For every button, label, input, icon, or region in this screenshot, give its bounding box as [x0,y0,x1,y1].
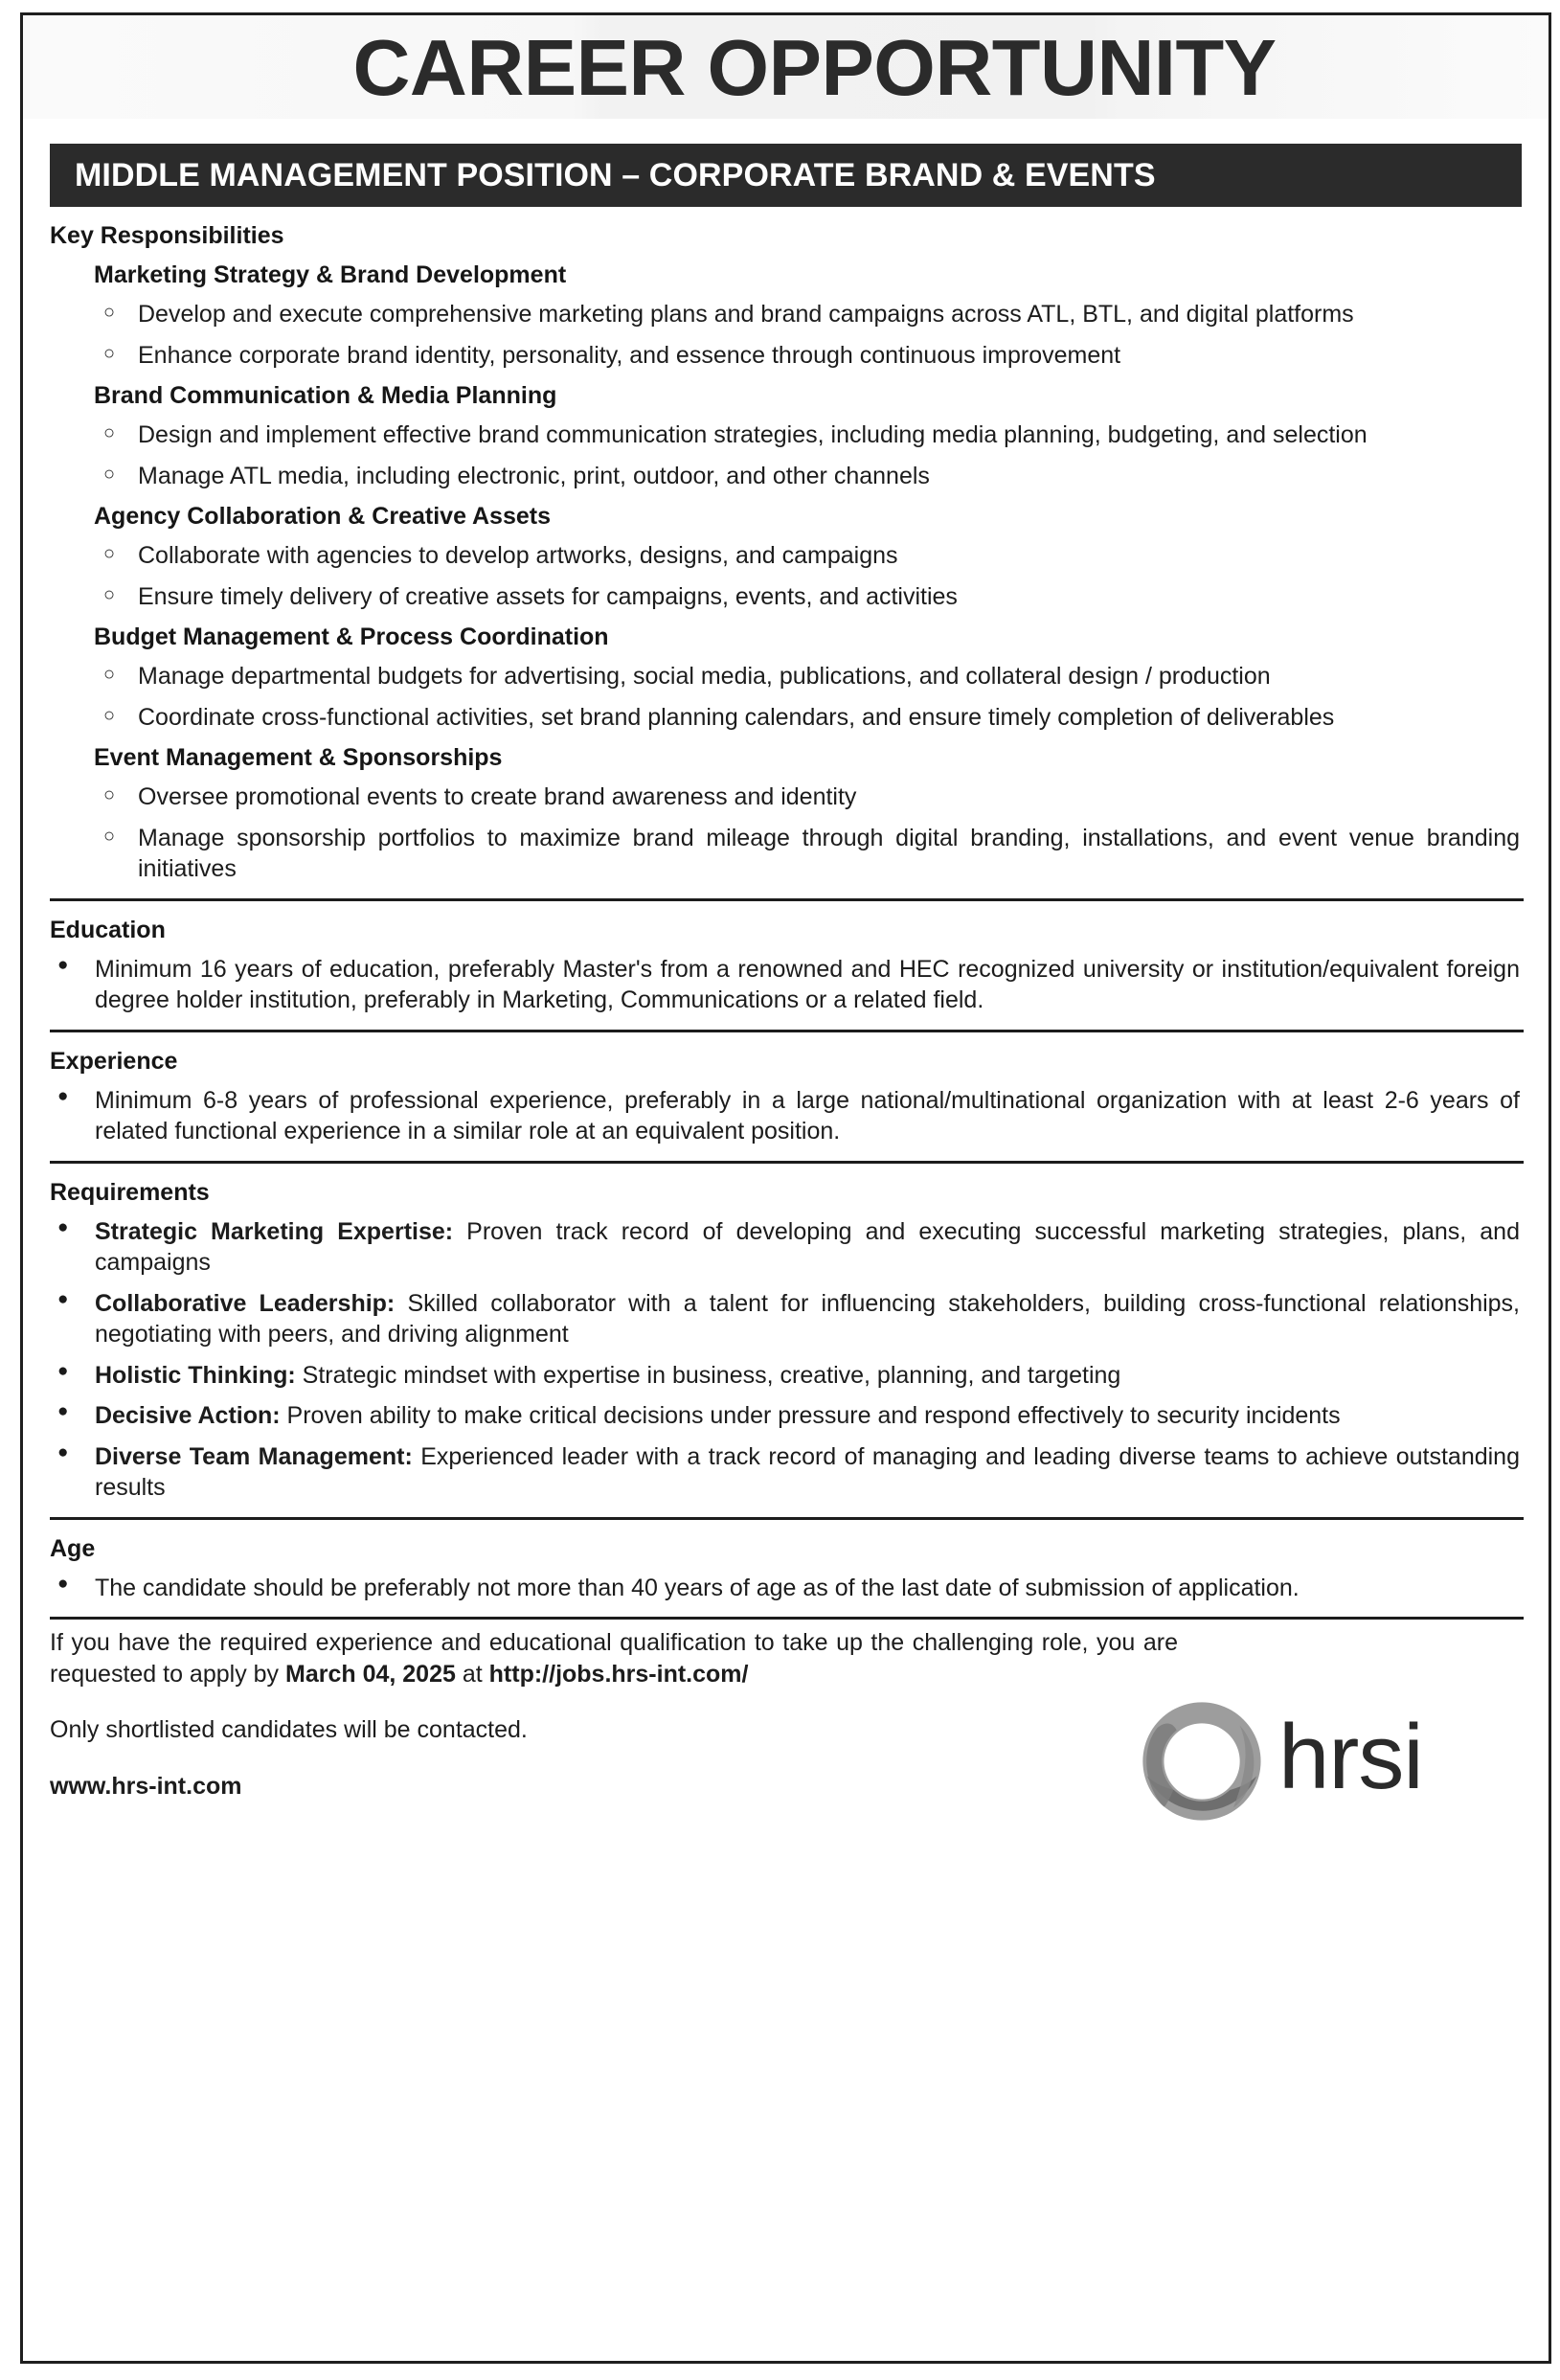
header-spacer [23,119,1549,144]
subheading-budget-management: Budget Management & Process Coordination [94,623,609,650]
apply-mid: at [455,1660,489,1688]
responsibility-list-budget-management [50,661,1524,733]
divider [50,898,1524,901]
list-item [50,1441,1524,1504]
header-banner [23,15,1549,119]
main-content [23,222,1549,1620]
page-inner [23,15,1549,2361]
list-item: ○ Manage sponsorship portfolios to maximize brand mileage through digital branding, installations, and event venue branding initiatives [50,823,1524,885]
subheading-agency-collaboration: Agency Collaboration & Creative Assets [94,503,551,530]
position-title-bar [50,144,1522,207]
age-list [50,1573,1524,1604]
responsibility-list-brand-communication [50,419,1524,491]
list-item: ○ Collaborate with agencies to develop artworks, designs, and campaigns [50,540,1524,572]
divider [50,1617,1524,1620]
requirement-text: Strategic mindset with expertise in business, creative, planning, and targeting [295,1361,1121,1389]
requirement-label: Collaborative Leadership: [95,1289,396,1317]
requirement-text: Skilled collaborator with a talent for influencing stakeholders, building cross-functional relationships, negotiating with peers, and driving alignment [95,1289,1520,1348]
education-list [50,954,1524,1016]
list-item: ○ Ensure timely delivery of creative assets for campaigns, events, and activities [50,581,1524,613]
requirement-label: Diverse Team Management: [95,1442,413,1470]
experience-list [50,1085,1524,1147]
shortlist-note: Only shortlisted candidates will be contacted. [50,1716,528,1743]
list-item [50,1216,1524,1279]
company-logo [1139,1698,1531,1825]
apply-url-link[interactable]: http://jobs.hrs-int.com/ [488,1660,749,1688]
subheading-event-management: Event Management & Sponsorships [94,744,503,771]
section-heading-education: Education [50,916,166,943]
section-heading-requirements: Requirements [50,1178,210,1206]
section-heading-key-responsibilities: Key Responsibilities [50,222,284,249]
list-item [50,1360,1524,1392]
list-item: ● Minimum 16 years of education, preferably Master's from a renowned and HEC recognized university or institution/equivalent foreign degree holder institution, preferably in Marketing, Communications or a related field. [50,954,1524,1016]
section-heading-age: Age [50,1534,96,1562]
hrsi-ring-icon [1139,1698,1265,1825]
footer [23,1627,1549,1808]
list-item: ○ Enhance corporate brand identity, personality, and essence through continuous improvement [50,340,1524,372]
footer-text-block [50,1627,1180,1802]
requirement-label: Holistic Thinking: [95,1361,296,1389]
list-item: ○ Oversee promotional events to create brand awareness and identity [50,782,1524,813]
divider [50,1030,1524,1032]
list-item [50,1400,1524,1432]
requirement-text: Proven ability to make critical decisions under pressure and respond effectively to security incidents [280,1402,1341,1429]
list-item: ○ Coordinate cross-functional activities, set brand planning calendars, and ensure timely completion of deliverables [50,702,1524,734]
section-heading-experience: Experience [50,1047,178,1075]
responsibility-list-agency-collaboration [50,540,1524,612]
requirement-label: Strategic Marketing Expertise: [95,1217,454,1245]
requirement-text: Proven track record of developing and executing successful marketing strategies, plans, and campaigns [95,1217,1520,1276]
position-title-text: MIDDLE MANAGEMENT POSITION – CORPORATE BRAND & EVENTS [75,156,1156,193]
application-deadline: March 04, 2025 [285,1660,456,1688]
subheading-marketing-strategy: Marketing Strategy & Brand Development [94,261,567,288]
list-item: ● Minimum 6-8 years of professional experience, preferably in a large national/multinational organization with at least 2-6 years of related functional experience in a similar role at an equivalent position. [50,1085,1524,1147]
apply-instructions [50,1627,1180,1689]
list-item: ○ Develop and execute comprehensive marketing plans and brand campaigns across ATL, BTL, and digital platforms [50,299,1524,330]
responsibility-list-marketing-strategy [50,299,1524,371]
subheading-brand-communication: Brand Communication & Media Planning [94,382,557,409]
logo-wordmark: hrsi [1278,1706,1423,1808]
responsibility-list-event-management [50,782,1524,885]
divider [50,1517,1524,1520]
company-website[interactable]: www.hrs-int.com [50,1772,242,1800]
page-title: CAREER OPPORTUNITY [352,22,1277,112]
list-item: ○ Design and implement effective brand communication strategies, including media planning, budgeting, and selection [50,419,1524,451]
requirement-label: Decisive Action: [95,1402,281,1429]
list-item: ○ Manage departmental budgets for advertising, social media, publications, and collateral design / production [50,661,1524,692]
list-item: ● The candidate should be preferably not more than 40 years of age as of the last date of submission of application. [50,1573,1524,1604]
list-item [50,1288,1524,1350]
apply-prefix: If you have the required experience and educational qualification to take up the challenging role, you are requested to apply by [50,1629,1178,1688]
requirements-list [50,1216,1524,1504]
requirement-text: Experienced leader with a track record of managing and leading diverse teams to achieve outstanding results [95,1442,1520,1501]
list-item: ○ Manage ATL media, including electronic, print, outdoor, and other channels [50,461,1524,492]
divider [50,1161,1524,1164]
